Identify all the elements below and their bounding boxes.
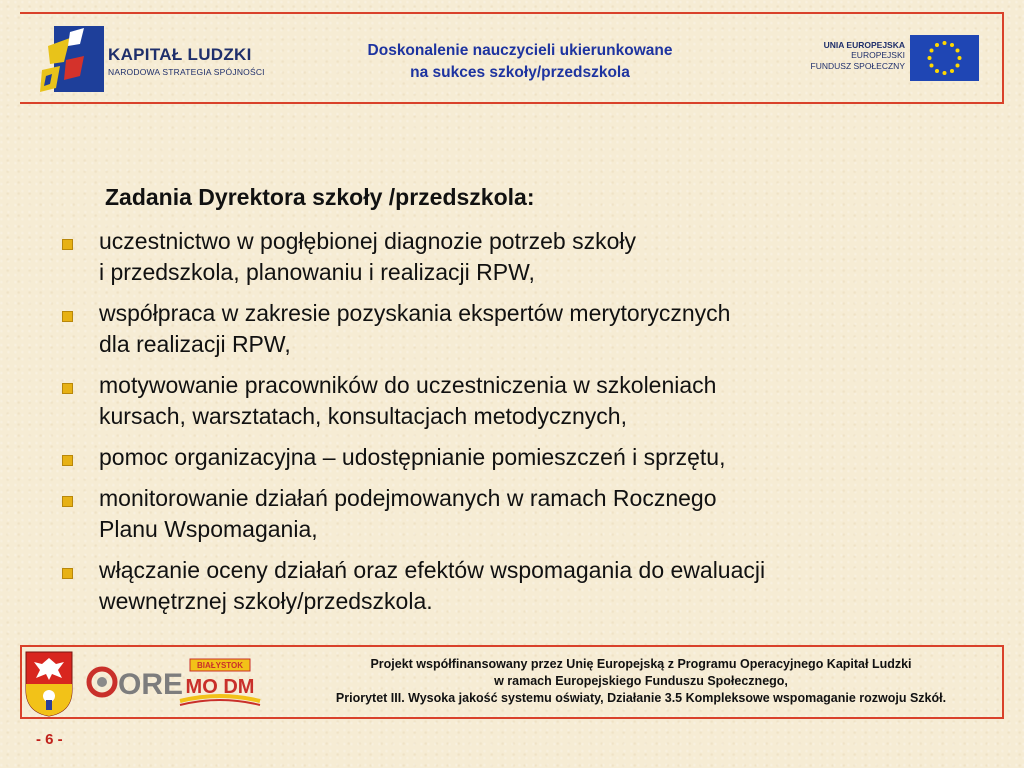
eu-line3: FUNDUSZ SPOŁECZNY [810, 61, 905, 71]
header-top-line [20, 12, 1004, 14]
task-item-3 [62, 370, 1002, 432]
modm-logo-icon [174, 657, 266, 707]
footer-top-line [20, 645, 1004, 647]
bullet-square-icon [62, 311, 73, 322]
task-item-1 [62, 226, 1002, 288]
task-item-2 [62, 298, 1002, 360]
ore-logo-text: ORE [118, 668, 184, 701]
footer-text [272, 656, 1010, 707]
footer-line1: Projekt współfinansowany przez Unię Europejską z Programu Operacyjnego Kapitał Ludzki [370, 657, 912, 671]
task-list [62, 226, 1002, 627]
eu-text [790, 40, 905, 72]
header-title [300, 40, 740, 84]
task-item-line: włączanie oceny działań oraz efektów wspomagania do ewaluacji [99, 557, 766, 583]
footer-left-line [20, 645, 22, 719]
task-item-line: uczestnictwo w pogłębionej diagnozie potrzeb szkoły [99, 228, 636, 254]
task-item-6 [62, 555, 1002, 617]
kapital-ludzki-logo-icon [40, 22, 108, 98]
page-number: - 6 - [36, 731, 63, 748]
bullet-square-icon [62, 455, 73, 466]
bullet-square-icon [62, 568, 73, 579]
task-item-line: kursach, warsztatach, konsultacjach metodycznych, [99, 403, 627, 429]
footer-line2: w ramach Europejskiego Funduszu Społecznego, [494, 674, 788, 688]
eu-flag-icon [910, 35, 979, 81]
bullet-square-icon [62, 383, 73, 394]
header-title-line1: Doskonalenie nauczycieli ukierunkowane [367, 42, 673, 59]
footer-line3: Priorytet III. Wysoka jakość systemu oświaty, Działanie 3.5 Kompleksowe wspomaganie rozwoju Szkół. [335, 691, 947, 705]
task-item-line: wewnętrznej szkoły/przedszkola. [99, 588, 433, 614]
task-item-line: monitorowanie działań podejmowanych w ramach Rocznego [99, 485, 717, 511]
task-item-line: pomoc organizacyjna – udostępnianie pomieszczeń i sprzętu, [99, 444, 726, 470]
logo-title: KAPITAŁ LUDZKI [108, 45, 252, 64]
header-right-line [1002, 12, 1004, 104]
eu-line1: UNIA EUROPEJSKA [823, 40, 905, 50]
modm-main-text: MO DM [185, 676, 255, 698]
task-item-5 [62, 483, 1002, 545]
kapital-ludzki-text [108, 45, 265, 77]
logo-subtitle: NARODOWA STRATEGIA SPÓJNOŚCI [108, 67, 265, 77]
section-title: Zadania Dyrektora szkoły /przedszkola: [105, 184, 535, 210]
header-bottom-line [20, 102, 1004, 104]
footer-bottom-line [20, 717, 1004, 719]
bullet-square-icon [62, 239, 73, 250]
modm-top-text: BIAŁYSTOK [196, 661, 244, 670]
bullet-square-icon [62, 496, 73, 507]
ore-logo-icon [86, 664, 184, 701]
task-item-line: współpraca w zakresie pozyskania ekspertów merytorycznych [99, 300, 731, 326]
bialystok-coat-of-arms-icon [24, 650, 74, 718]
task-item-4 [62, 442, 1002, 473]
task-item-line: Planu Wspomagania, [99, 516, 318, 542]
header-title-line2: na sukces szkoły/przedszkola [410, 64, 630, 81]
eu-line2: EUROPEJSKI [851, 50, 905, 60]
task-item-line: dla realizacji RPW, [99, 331, 291, 357]
task-item-line: i przedszkola, planowaniu i realizacji RPW, [99, 259, 535, 285]
task-item-line: motywowanie pracowników do uczestniczenia w szkoleniach [99, 372, 717, 398]
